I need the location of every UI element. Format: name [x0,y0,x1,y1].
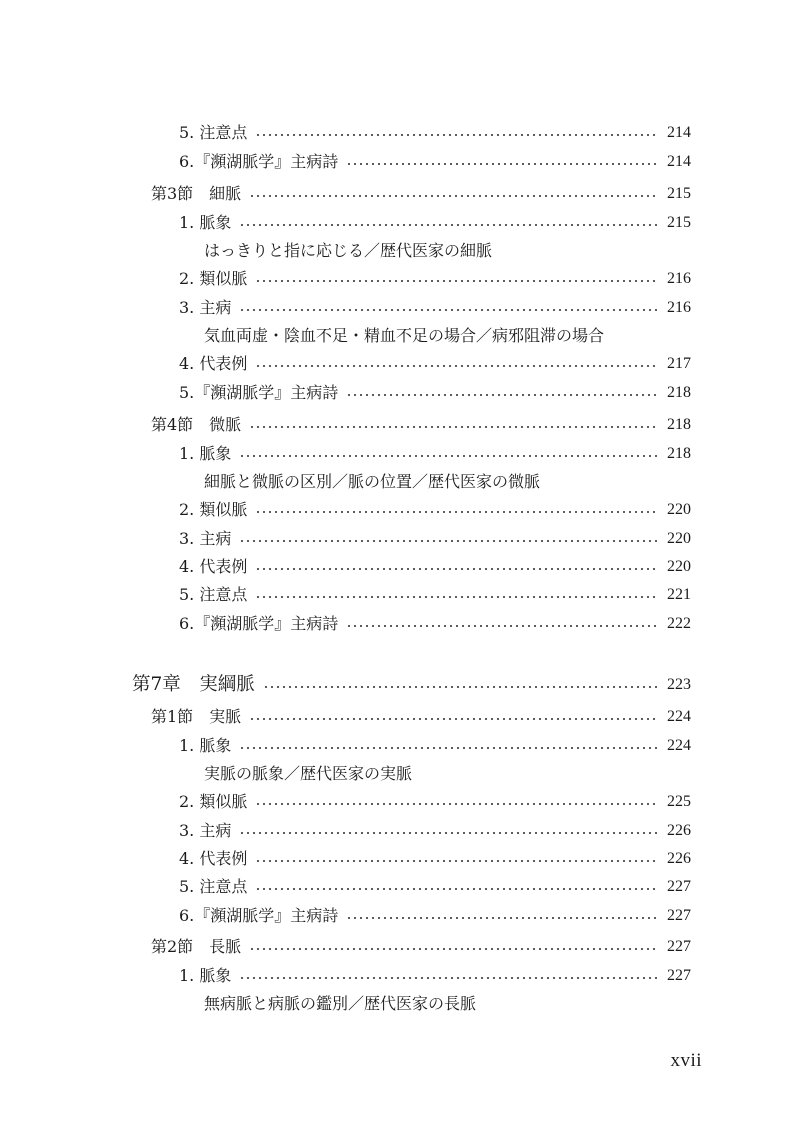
toc-label: 6.『瀕湖脈学』主病詩 [179,906,339,925]
toc-page-number: 225 [667,793,691,810]
toc-item [0,294,800,322]
toc-label: 1. 脈象 [179,213,232,232]
toc-label: 気血両虚・陰血不足・精血不足の場合／病邪阻滞の場合 [204,326,605,345]
toc-label: 5. 注意点 [179,123,248,142]
toc-item [0,265,800,293]
toc-subtopics [0,237,800,265]
toc-page-number: 218 [667,416,691,433]
toc-page-number: 214 [667,124,691,141]
dot-leader [346,163,659,165]
toc-page-number: 224 [667,737,691,754]
toc-subtopics [0,468,800,496]
toc-page-number: 216 [667,270,691,287]
dot-leader [346,394,659,396]
toc-item [0,553,800,581]
toc-item [0,209,800,237]
toc-item [0,119,800,147]
toc-page-number: 227 [667,938,691,955]
toc-label: 5. 注意点 [179,585,248,604]
toc-label: 3. 主病 [179,821,232,840]
toc-label: はっきりと指に応じる／歴代医家の細脈 [204,241,493,260]
toc-subtopics [0,760,800,788]
toc-label: 第2節 長脈 [151,937,242,956]
toc-label: 実脈の脈象／歴代医家の実脈 [204,764,413,783]
toc-label: 2. 類似脈 [179,269,248,288]
toc-item [0,379,800,407]
dot-leader [346,917,659,919]
dot-leader [239,540,659,542]
dot-leader [239,224,659,226]
toc-page-number: 226 [667,850,691,867]
toc-item [0,440,800,468]
toc-page-number: 218 [667,445,691,462]
toc-label: 第7章 実綱脈 [132,674,255,695]
toc-item [0,581,800,609]
toc-item [0,788,800,816]
dot-leader [255,365,659,367]
toc-label: 1. 脈象 [179,444,232,463]
toc-page-number: 215 [667,214,691,231]
toc-page-number: 220 [667,558,691,575]
toc-page-number: 218 [667,384,691,401]
toc-section [0,703,800,731]
toc-label: 1. 脈象 [179,736,232,755]
toc-page-number: 227 [667,907,691,924]
dot-leader [239,977,659,979]
toc-label: 6.『瀕湖脈学』主病詩 [179,152,339,171]
toc-page-number: 223 [667,676,691,693]
dot-leader [249,718,659,720]
toc-label: 細脈と微脈の区別／脈の位置／歴代医家の微脈 [204,472,541,491]
toc-label: 3. 主病 [179,529,232,548]
toc-section [0,411,800,439]
toc-item [0,732,800,760]
toc-label: 4. 代表例 [179,354,248,373]
dot-leader [249,426,659,428]
dot-leader [346,625,659,627]
toc-subtopics [0,990,800,1018]
page-number: xvii [670,1050,702,1071]
toc-item [0,817,800,845]
toc-page-number: 226 [667,822,691,839]
toc-section [0,180,800,208]
dot-leader [255,134,659,136]
dot-leader [255,888,659,890]
dot-leader [239,747,659,749]
toc-item [0,610,800,638]
toc-page-number: 227 [667,967,691,984]
toc-page-number: 216 [667,299,691,316]
toc-label: 1. 脈象 [179,966,232,985]
toc-section [0,933,800,961]
toc-page-number: 215 [667,185,691,202]
toc-label: 第3節 細脈 [151,184,242,203]
toc-item [0,496,800,524]
toc-label: 4. 代表例 [179,557,248,576]
toc-page-number: 227 [667,878,691,895]
toc-page-number: 220 [667,530,691,547]
toc-item [0,845,800,873]
toc-label: 5.『瀕湖脈学』主病詩 [179,383,339,402]
dot-leader [239,832,659,834]
toc-label: 4. 代表例 [179,849,248,868]
toc-item [0,962,800,990]
toc-item [0,902,800,930]
toc-label: 5. 注意点 [179,877,248,896]
toc-label: 6.『瀕湖脈学』主病詩 [179,614,339,633]
toc-page-number: 217 [667,355,691,372]
toc-item [0,873,800,901]
dot-leader [255,568,659,570]
toc-label: 第4節 微脈 [151,415,242,434]
toc-page-number: 220 [667,501,691,518]
dot-leader [255,803,659,805]
dot-leader [255,511,659,513]
dot-leader [255,280,659,282]
dot-leader [249,195,659,197]
toc-item [0,148,800,176]
toc-label: 2. 類似脈 [179,792,248,811]
toc-page-number: 224 [667,708,691,725]
toc-item [0,525,800,553]
toc-page-number: 221 [667,586,691,603]
toc-chapter [0,671,800,699]
toc-page-number: 222 [667,615,691,632]
dot-leader [249,948,659,950]
toc-subtopics [0,322,800,350]
dot-leader [263,686,659,688]
toc-page-number: 214 [667,153,691,170]
toc-label: 無病脈と病脈の鑑別／歴代医家の長脈 [204,994,477,1013]
dot-leader [239,455,659,457]
toc-item [0,350,800,378]
toc-label: 3. 主病 [179,298,232,317]
toc-label: 第1節 実脈 [151,707,242,726]
dot-leader [255,596,659,598]
dot-leader [239,309,659,311]
dot-leader [255,860,659,862]
toc-label: 2. 類似脈 [179,500,248,519]
